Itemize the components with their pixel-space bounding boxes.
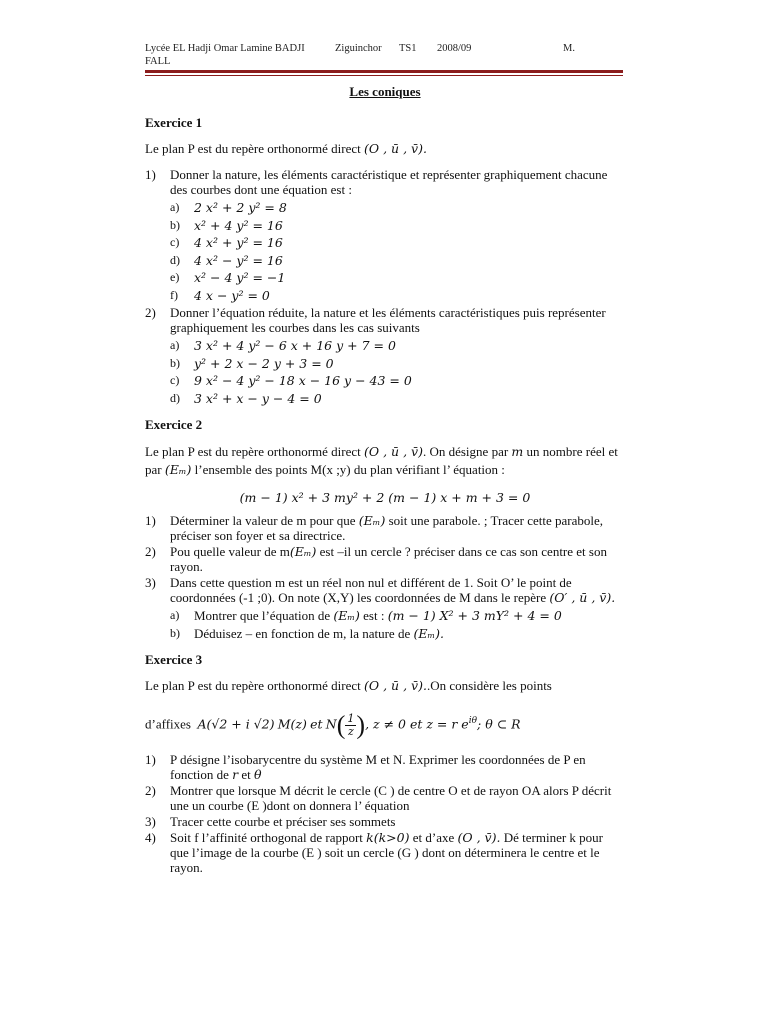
exercise-1-title: Exercice 1 <box>145 115 203 130</box>
ex3-question-3: 3) Tracer cette courbe et préciser ses sommets <box>145 814 396 830</box>
list-item: e) x² − 4 y² = −1 <box>170 270 286 285</box>
author-name: FALL <box>145 56 171 67</box>
list-item: c) 4 x² + y² = 16 <box>170 235 283 250</box>
exercise-1-questions <box>145 167 625 407</box>
exercise-3-title: Exercice 3 <box>145 652 203 667</box>
ex2-question-1: 1) Déterminer la valeur de m pour que (Eₘ) soit une parabole. ; Tracer cette parabole, préciser son foyer et sa directrice. <box>145 513 604 543</box>
list-item: d) 3 x² + x − y − 4 = 0 <box>170 390 322 406</box>
exercise-2-intro: Le plan P est du repère orthonormé direct (O , ū , v̄). On désigne par m un nombre réel et par (Eₘ) l’ensemble des points M(x ;y) du plan vérifiant l’ équation : <box>145 444 618 477</box>
ex3-question-1: 1) P désigne l’isobarycentre du système M et N. Exprimer les coordonnées de P en fonction de r et θ <box>145 752 586 783</box>
exercise-3-affixes: d’affixes A(√2 + i √2) M(z) et N( $\frac{1}{z}$ ), z ≠ 0 et z = r $e^{i\theta}$; θ ⊂ R <box>145 710 521 740</box>
list-item: b) y² + 2 x − 2 y + 3 = 0 <box>170 355 334 371</box>
exercise-2-equation: (m − 1) x² + 3 my² + 2 (m − 1) x + m + 3 = 0 <box>239 490 531 505</box>
exercise-2-title: Exercice 2 <box>145 417 203 432</box>
document-body <box>145 84 625 885</box>
list-item: a) 2 x² + 2 y² = 8 <box>170 200 287 215</box>
author-initial: M. <box>563 43 575 54</box>
city-name: Ziguinchor <box>335 43 382 54</box>
list-item: d) 4 x² − y² = 16 <box>170 252 283 268</box>
class-name: TS1 <box>399 43 417 54</box>
exercise-1-intro: Le plan P est du repère orthonormé direct (O , ū , v̄). <box>145 141 427 156</box>
list-item: c) 9 x² − 4 y² − 18 x − 16 y − 43 = 0 <box>170 373 412 388</box>
school-name: Lycée EL Hadji Omar Lamine BADJI <box>145 43 305 54</box>
exercise-3-intro: Le plan P est du repère orthonormé direct (O , ū , v̄)..On considère les points <box>145 678 552 693</box>
ex2-question-3: 3) Dans cette question m est un réel non nul et différent de 1. Soit O’ le point de coordonnées (-1 ;0). On note (X,Y) les coordonnées de M dans le repère (O′ , ū , v̄). a) Montrer que l’équation de (Eₘ) est : (m − 1) X² + 3 mY² + 4 = 0 b) Déduisez – en fonction de m, la nature de (Eₘ). <box>145 575 625 642</box>
list-item: b) x² + 4 y² = 16 <box>170 217 283 233</box>
ex3-question-2: 2) Montrer que lorsque M décrit le cercle (C ) de centre O et de rayon OA alors P décrit une un courbe (E )dont on donnera l’ équation <box>145 783 612 814</box>
fraction-one-over-z: $\frac{1}{z}$ <box>347 711 355 738</box>
list-item: a) Montrer que l’équation de (Eₘ) est : (m − 1) X² + 3 mY² + 4 = 0 <box>170 608 562 623</box>
list-item: b) Déduisez – en fonction de m, la nature de (Eₘ). <box>170 625 445 641</box>
ex3-question-4: 4) Soit f l’affinité orthogonal de rapport k(k>0) et d’axe (O , v̄). Dé terminer k pour que l’image de la courbe (E ) soit un cercle (G ) dont on déterminera le centre et le rayon. <box>145 830 604 876</box>
list-item: f) 4 x − y² = 0 <box>170 287 270 303</box>
header-rule-thin <box>145 75 623 76</box>
school-year: 2008/09 <box>437 43 472 54</box>
page-header <box>145 42 625 68</box>
ex1-q2-items <box>170 337 625 407</box>
exercise-3-questions <box>145 752 625 875</box>
ex1-q1-items <box>170 199 625 304</box>
page-title: Les coniques <box>349 84 421 99</box>
ex1-question-1: 1) Donner la nature, les éléments caractéristique et représenter graphiquement chacune des courbes dont une équation est : a) 2 x² + 2 y² = 8 b) x² + 4 y² = 16 c) 4 x² + y² = 16 d) 4 x² − y² = 16 e) x² − 4 y² = −1 f) 4 x − y² = 0 <box>145 167 625 304</box>
basis: (O , ū , v̄). <box>364 141 427 156</box>
header-rule-thick <box>145 70 623 73</box>
ex2-q3-items <box>170 607 625 642</box>
list-item: a) 3 x² + 4 y² − 6 x + 16 y + 7 = 0 <box>170 338 396 353</box>
ex1-question-2: 2) Donner l’équation réduite, la nature et les éléments caractéristiques puis représenter graphiquement les courbes dans les cas suivants a) 3 x² + 4 y² − 6 x + 16 y + 7 = 0 b) y² + 2 x − 2 y + 3 = 0 c) 9 x² − 4 y² − 18 x − 16 y − 43 = 0 d) 3 x² + x − y − 4 = 0 <box>145 305 625 407</box>
ex2-question-2: 2) Pou quelle valeur de m(Eₘ) est –il un cercle ? préciser dans ce cas son centre et son rayon. <box>145 544 607 574</box>
exercise-2-questions <box>145 513 625 642</box>
